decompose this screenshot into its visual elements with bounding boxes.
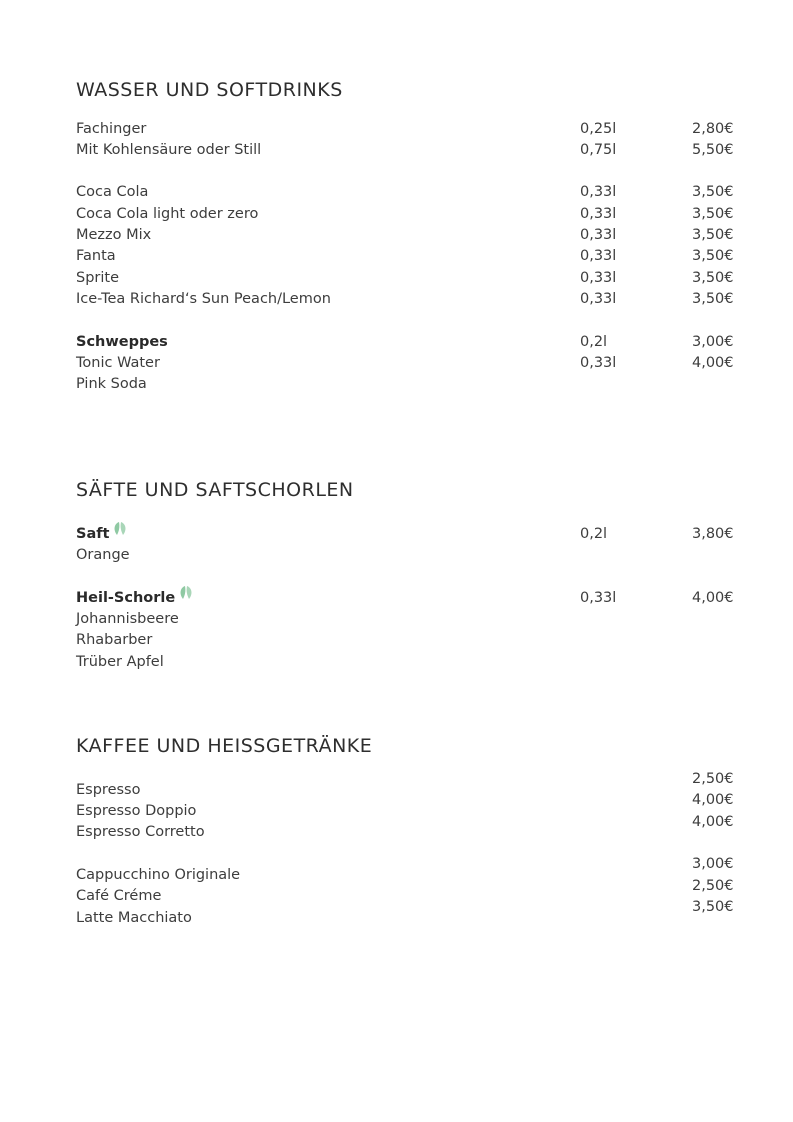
item-price: 2,50€ [692,771,734,787]
item-price: 4,00€ [692,355,734,371]
section-heading-kaffee: KAFFEE UND HEISSGETRÄNKE [76,735,373,757]
leaf-icon [179,585,193,608]
item-volume: 0,33l [580,355,617,371]
item-price: 5,50€ [692,142,734,158]
item-name: Mezzo Mix [76,227,152,243]
item-name: Mit Kohlensäure oder Still [76,142,262,158]
item-volume: 0,33l [580,590,617,606]
item-name: Tonic Water [76,355,160,371]
item-price: 3,50€ [692,248,734,264]
item-name: Trüber Apfel [76,654,164,670]
item-name: Johannisbeere [76,611,179,627]
item-volume: 0,75l [580,142,617,158]
item-name: Coca Cola light oder zero [76,206,259,222]
leaf-icon [113,521,127,544]
item-volume: 0,33l [580,270,617,286]
item-price: 3,50€ [692,206,734,222]
item-name: Heil-Schorle [76,590,176,606]
section-heading-wasser: WASSER UND SOFTDRINKS [76,79,343,101]
item-name: Pink Soda [76,376,147,392]
section-heading-saefte: SÄFTE UND SAFTSCHORLEN [76,479,354,501]
item-name: Rhabarber [76,632,153,648]
item-volume: 0,33l [580,291,617,307]
item-name: Café Créme [76,888,162,904]
item-name-heil-schorle [76,588,193,610]
item-price: 3,00€ [692,334,734,350]
item-name: Cappucchino Originale [76,867,241,883]
item-price: 3,80€ [692,526,734,542]
item-name: Espresso Doppio [76,803,197,819]
item-name: Schweppes [76,334,168,350]
item-name: Espresso Corretto [76,824,205,840]
item-price: 3,50€ [692,270,734,286]
item-name: Fachinger [76,121,147,137]
item-volume: 0,33l [580,248,617,264]
item-price: 3,50€ [692,899,734,915]
item-price: 2,50€ [692,878,734,894]
item-price: 2,80€ [692,121,734,137]
item-name: Sprite [76,270,120,286]
item-price: 4,00€ [692,792,734,808]
item-volume: 0,2l [580,526,608,542]
item-price: 3,50€ [692,291,734,307]
item-price: 3,00€ [692,856,734,872]
item-volume: 0,25l [580,121,617,137]
item-name: Espresso [76,782,141,798]
item-volume: 0,33l [580,227,617,243]
item-name: Saft [76,526,110,542]
item-volume: 0,2l [580,334,608,350]
item-name: Ice-Tea Richard‘s Sun Peach/Lemon [76,291,331,307]
item-name-saft [76,524,127,546]
item-volume: 0,33l [580,206,617,222]
item-name: Latte Macchiato [76,910,192,926]
item-price: 3,50€ [692,184,734,200]
item-price: 4,00€ [692,590,734,606]
item-name: Orange [76,547,130,563]
item-price: 3,50€ [692,227,734,243]
item-name: Fanta [76,248,116,264]
item-name: Coca Cola [76,184,149,200]
item-price: 4,00€ [692,814,734,830]
item-volume: 0,33l [580,184,617,200]
